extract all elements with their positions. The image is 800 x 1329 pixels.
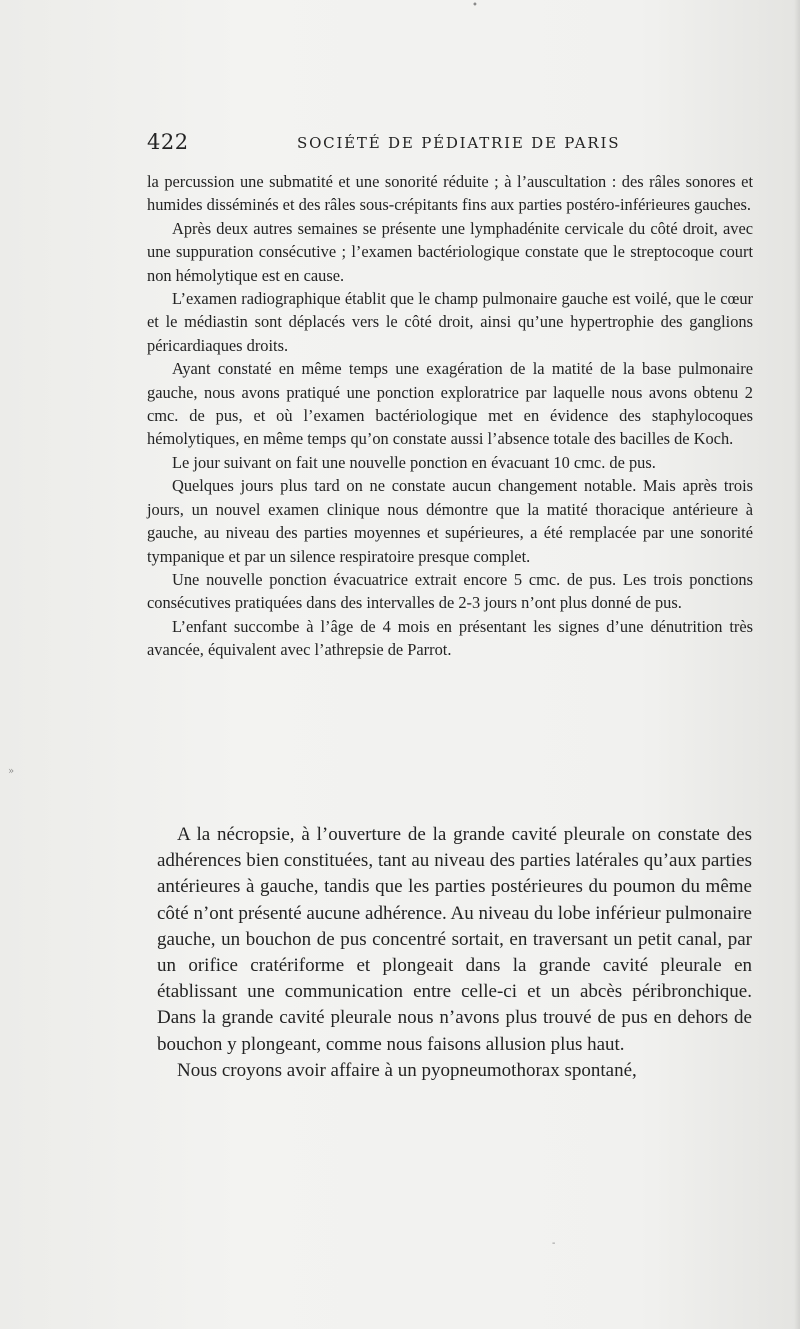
paragraph: L’enfant succombe à l’âge de 4 mois en présentant les signes d’une dénutrition très avancée, équivalent avec l’athrepsie de Parrot. <box>147 616 753 660</box>
running-head: SOCIÉTÉ DE PÉDIATRIE DE PARIS <box>297 134 621 152</box>
paragraph: L’examen radiographique établit que le champ pulmonaire gauche est voilé, que le cœur et le médiastin sont déplacés vers le côté droit, ainsi qu’une hypertrophie des ganglions péricardiaques droits. <box>147 289 753 355</box>
paragraph: Ayant constaté en même temps une exagération de la matité de la base pulmonaire gauche, nous avons pratiqué une ponction exploratrice par laquelle nous avons obtenu 2 cmc. de pus, et où l’examen bactériologique met en évidence des staphylocoques hémolytiques, en même temps qu’on constate aussi l’absence totale des bacilles de Koch. <box>147 359 753 449</box>
margin-mark: » <box>8 766 15 777</box>
page-edge-shadow <box>794 0 800 1329</box>
case-report-section <box>147 170 753 662</box>
paragraph: A la nécropsie, à l’ouverture de la grande cavité pleurale on constate des adhérences bien constituées, tant au niveau des parties latérales qu’aux parties antérieures à gauche, tandis que les parties postérieures du poumon du même côté n’ont présenté aucune adhérence. Au niveau du lobe inférieur pulmonaire gauche, un bouchon de pus concentré sortait, en traversant un petit canal, par un orifice cratériforme et plongeait dans la grande cavité pleurale en établissant une communication entre celle-ci et un abcès péribronchique. Dans la grande cavité pleurale nous n’avons plus trouvé de pus en dehors de bouchon y plongeant, comme nous faisons allusion plus haut. <box>157 824 752 1055</box>
ink-speck: - <box>552 1238 556 1249</box>
necropsy-section <box>157 822 752 1084</box>
paragraph: Une nouvelle ponction évacuatrice extrait encore 5 cmc. de pus. Les trois ponctions consécutives pratiquées dans des intervalles de 2-3 jours n’ont plus donné de pus. <box>147 569 753 613</box>
ink-speck: • <box>472 0 478 11</box>
page-header <box>147 130 757 158</box>
page-number: 422 <box>147 130 189 154</box>
paragraph: Le jour suivant on fait une nouvelle ponction en évacuant 10 cmc. de pus. <box>172 452 656 472</box>
paragraph: Nous croyons avoir affaire à un pyopneumothorax spontané, <box>177 1059 637 1081</box>
paragraph: Quelques jours plus tard on ne constate aucun changement notable. Mais après trois jours, un nouvel examen clinique nous démontre que la matité thoracique antérieure à gauche, au niveau des parties moyennes et supérieures, a été remplacée par une sonorité tympanique et par un silence respiratoire presque complet. <box>147 476 753 566</box>
paragraph: la percussion une submatité et une sonorité réduite ; à l’auscultation : des râles sonores et humides disséminés et des râles sous-crépitants fins aux parties postéro-inférieures gauches. <box>147 172 753 215</box>
paragraph: Après deux autres semaines se présente une lymphadénite cervicale du côté droit, avec une suppuration consécutive ; l’examen bactériologique constate que le streptocoque court non hémolytique est en cause. <box>147 218 753 285</box>
